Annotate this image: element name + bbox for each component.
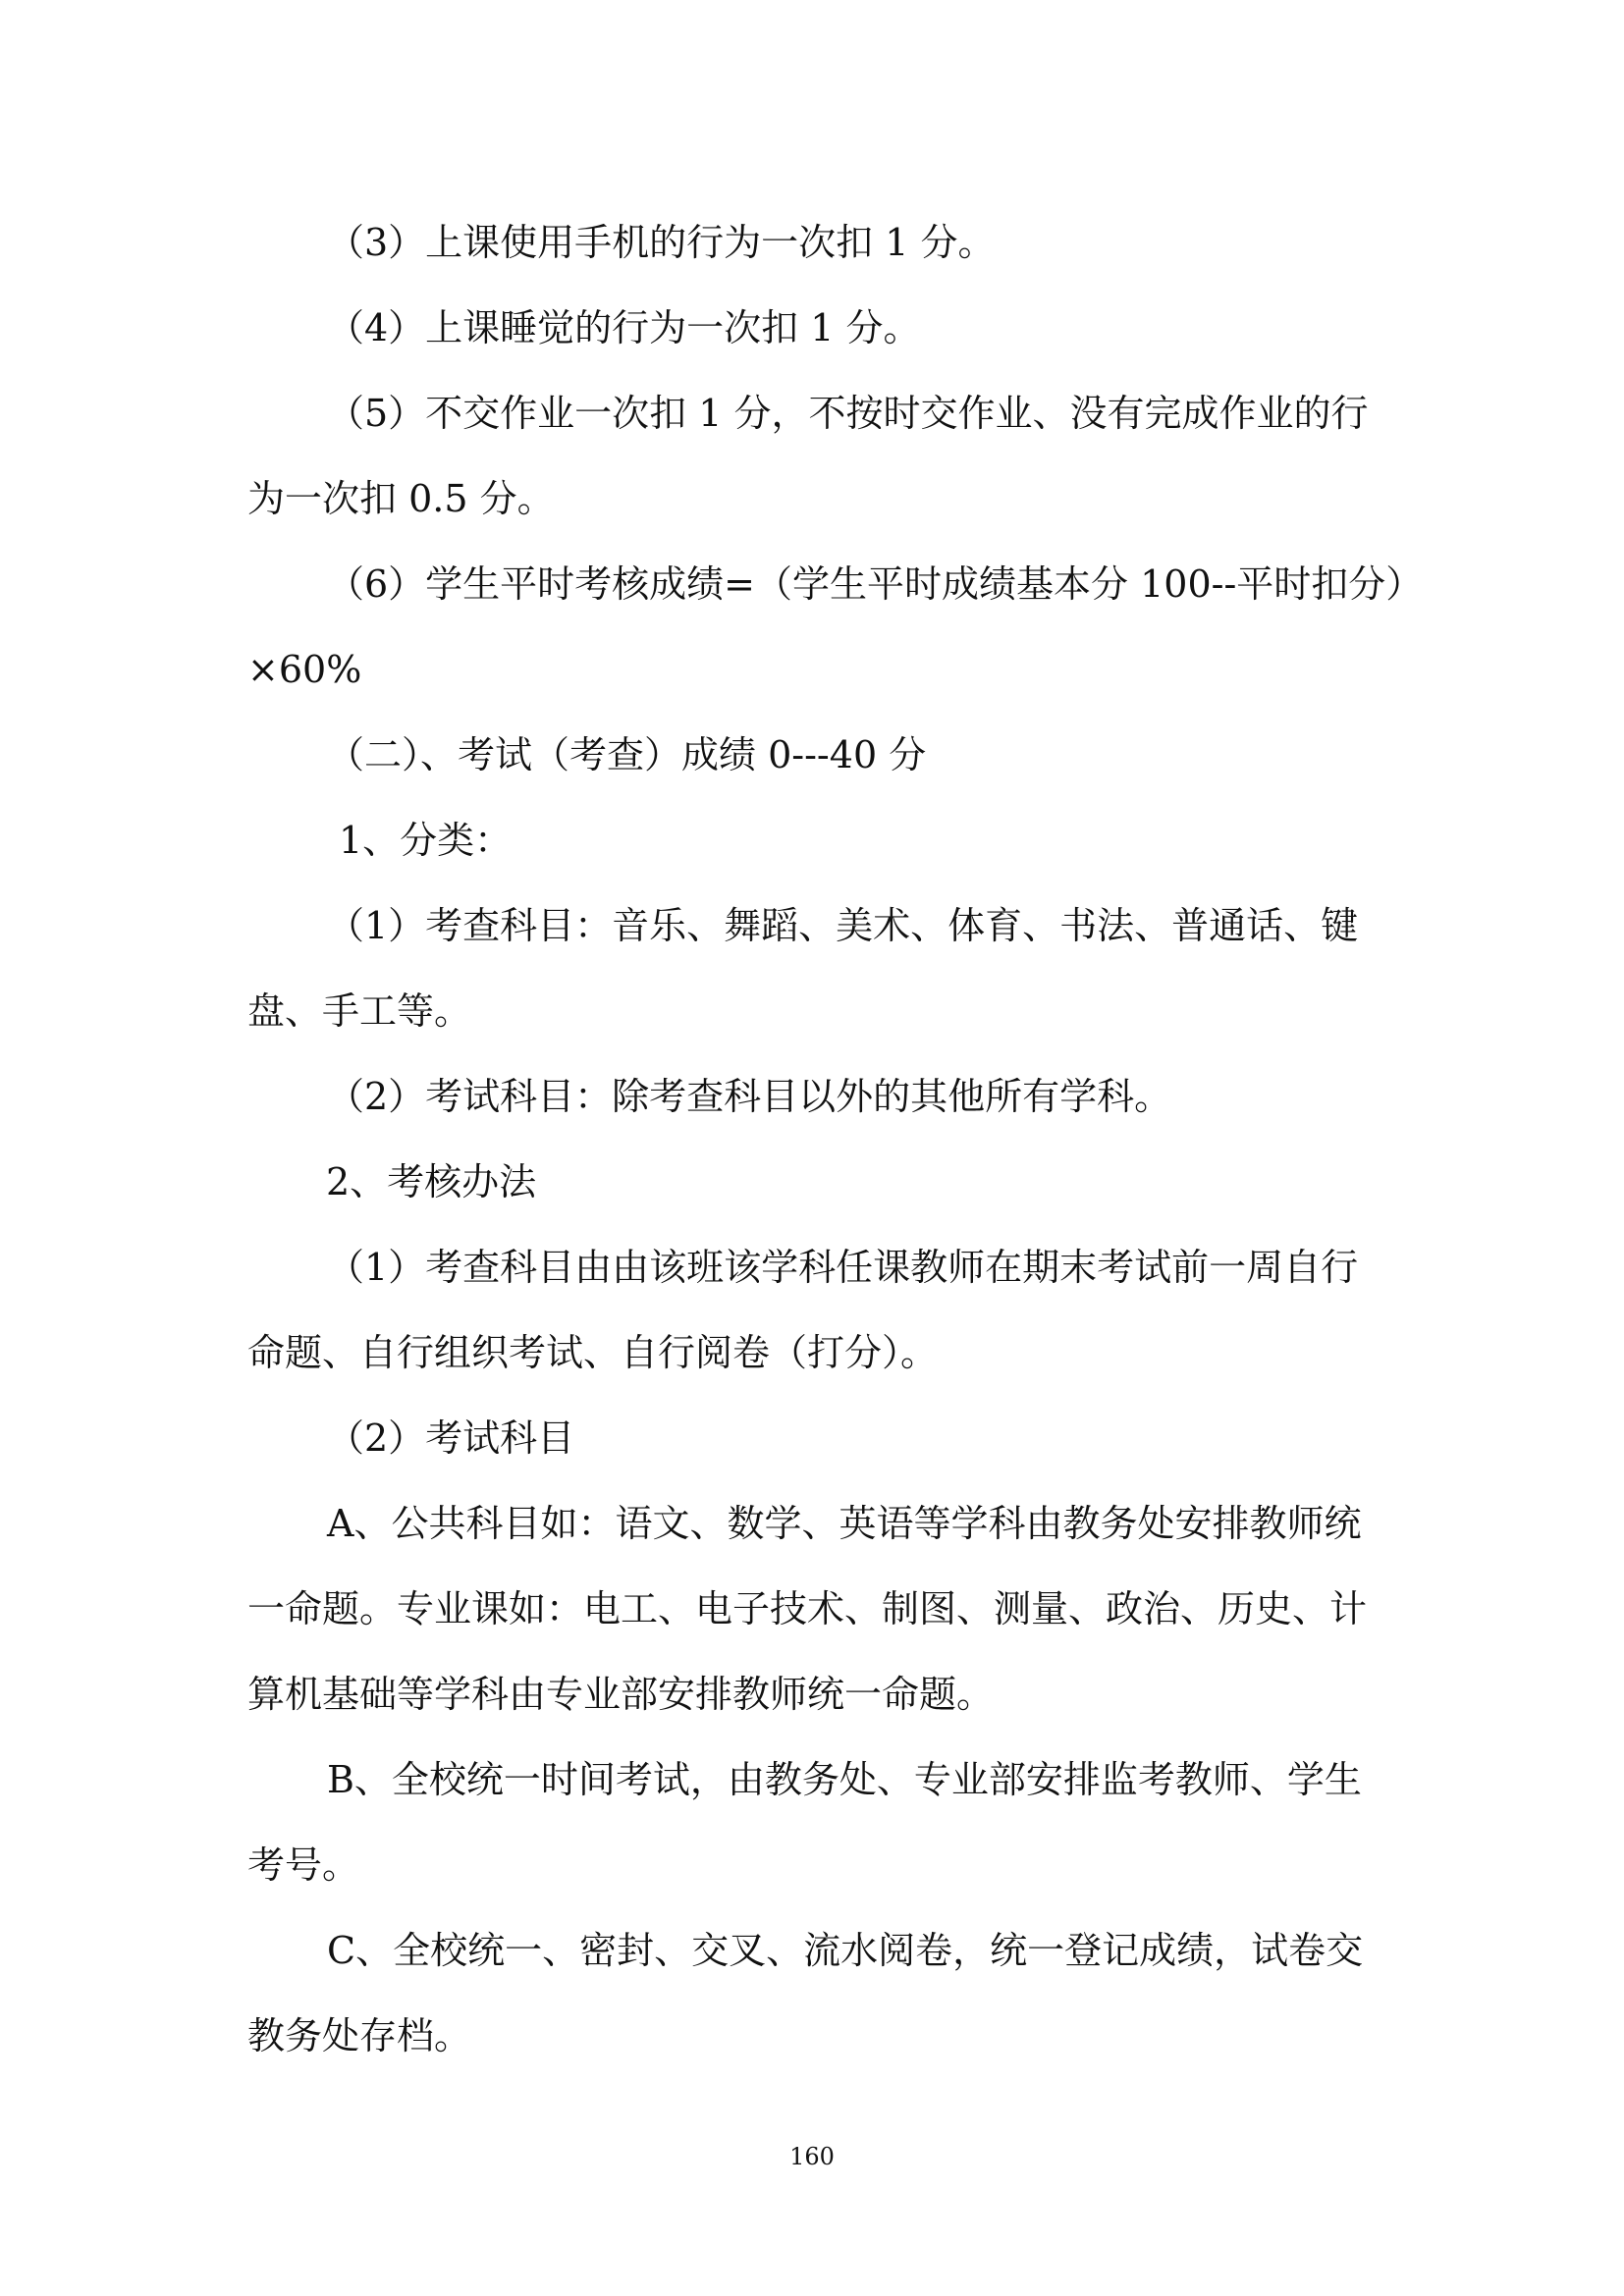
line-text: （1）考查科目由由该班该学科任课教师在期末考试前一周自行: [327, 1246, 1359, 1289]
line-text: 教务处存档。: [247, 2014, 472, 2057]
paragraph-line: [0, 1067, 1624, 1126]
line-text: C、全校统一、密封、交叉、流水阅卷，统一登记成绩，试卷交: [327, 1929, 1364, 1972]
line-text: 一命题。专业课如：电工、电子技术、制图、测量、政治、历史、计: [247, 1587, 1368, 1630]
heading-text: （二）、考试（考查）成绩 0---40 分: [327, 733, 927, 776]
paragraph-line: [0, 982, 1624, 1041]
paragraph-line: [0, 1750, 1624, 1809]
line-text: A、公共科目如：语文、数学、英语等学科由教务处安排教师统: [327, 1502, 1362, 1545]
paragraph-line: [0, 469, 1624, 528]
page-number: 160: [789, 2143, 835, 2170]
subsection-heading: [0, 1152, 1624, 1211]
paragraph-line: [0, 1836, 1624, 1895]
line-text: 盘、手工等。: [247, 989, 472, 1033]
line-text: （4）上课睡觉的行为一次扣 1 分。: [327, 306, 921, 349]
line-text: ×60%: [247, 648, 362, 691]
paragraph-line: [0, 1665, 1624, 1724]
paragraph-line: [0, 1921, 1624, 1980]
line-text: B、全校统一时间考试，由教务处、专业部安排监考教师、学生: [327, 1758, 1362, 1801]
line-text: （2）考试科目: [327, 1416, 575, 1460]
paragraph-line: [0, 1494, 1624, 1553]
section-heading: [0, 725, 1624, 784]
line-text: （1）考查科目：音乐、舞蹈、美术、体育、书法、普通话、键: [327, 904, 1359, 947]
paragraph-line: [0, 298, 1624, 357]
paragraph-line: [0, 1579, 1624, 1638]
paragraph-line: [0, 896, 1624, 955]
paragraph-line: [0, 213, 1624, 272]
heading-text: 1、分类：: [339, 819, 513, 862]
paragraph-line: [0, 1323, 1624, 1382]
line-text: 为一次扣 0.5 分。: [247, 477, 555, 520]
paragraph-line: [0, 1238, 1624, 1297]
paragraph-line: [0, 640, 1624, 699]
paragraph-line: [0, 555, 1624, 614]
line-text: 算机基础等学科由专业部安排教师统一命题。: [247, 1673, 995, 1716]
line-text: 命题、自行组织考试、自行阅卷（打分）。: [247, 1331, 939, 1374]
heading-text: 2、考核办法: [326, 1160, 537, 1203]
line-text: （5）不交作业一次扣 1 分，不按时交作业、没有完成作业的行: [327, 392, 1369, 435]
line-text: （6）学生平时考核成绩=（学生平时成绩基本分 100--平时扣分）: [327, 562, 1424, 606]
line-text: 考号。: [247, 1843, 360, 1887]
line-text: （2）考试科目：除考查科目以外的其他所有学科。: [327, 1075, 1172, 1118]
paragraph-line: [0, 1409, 1624, 1468]
paragraph-line: [0, 384, 1624, 443]
paragraph-line: [0, 2006, 1624, 2065]
line-text: （3）上课使用手机的行为一次扣 1 分。: [327, 221, 996, 264]
subsection-heading: [0, 811, 1624, 870]
